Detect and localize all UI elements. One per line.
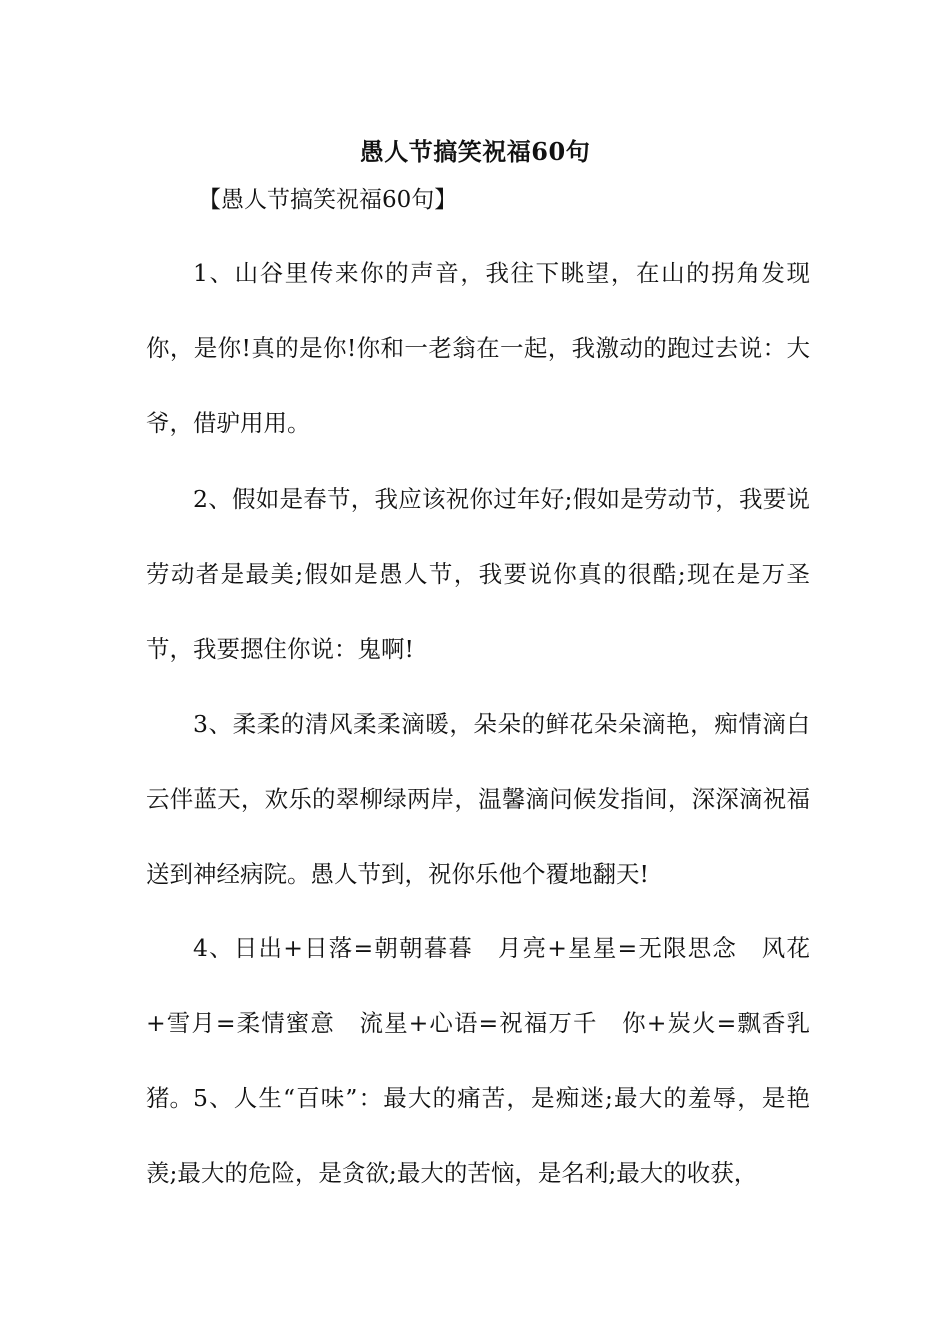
paragraph-4: 4、日出+日落=朝朝暮暮 月亮+星星=无限思念 风花+雪月=柔情蜜意 流星+心语=祝福万千 你+炭火=飘香乳猪。 [146, 934, 810, 1112]
document-title: 愚人节搞笑祝福60句 [359, 137, 591, 166]
paragraph-2: 2、假如是春节，我应该祝你过年好;假如是劳动节，我要说劳动者是最美;假如是愚人节，我要说你真的很酷;现在是万圣节，我要摁住你说：鬼啊! [146, 485, 810, 663]
paragraph-3: 3、柔柔的清风柔柔滴暖，朵朵的鲜花朵朵滴艳，痴情滴白云伴蓝天，欢乐的翠柳绿两岸，温馨滴问候发指间，深深滴祝福送到神经病院。愚人节到，祝你乐他个覆地翻天! [146, 710, 810, 888]
paragraph-1: 1、山谷里传来你的声音，我往下眺望，在山的拐角发现你，是你!真的是你!你和一老翁在一起，我激动的跑过去说：大爷，借驴用用。 [146, 259, 810, 437]
document-subtitle: 【愚人节搞笑祝福60句】 [198, 187, 458, 213]
paragraph-5: 5、人生“百味”：最大的痛苦，是痴迷;最大的羞辱，是艳羡;最大的危险，是贪欲;最大的苦恼，是名利;最大的收获， [146, 1084, 810, 1187]
